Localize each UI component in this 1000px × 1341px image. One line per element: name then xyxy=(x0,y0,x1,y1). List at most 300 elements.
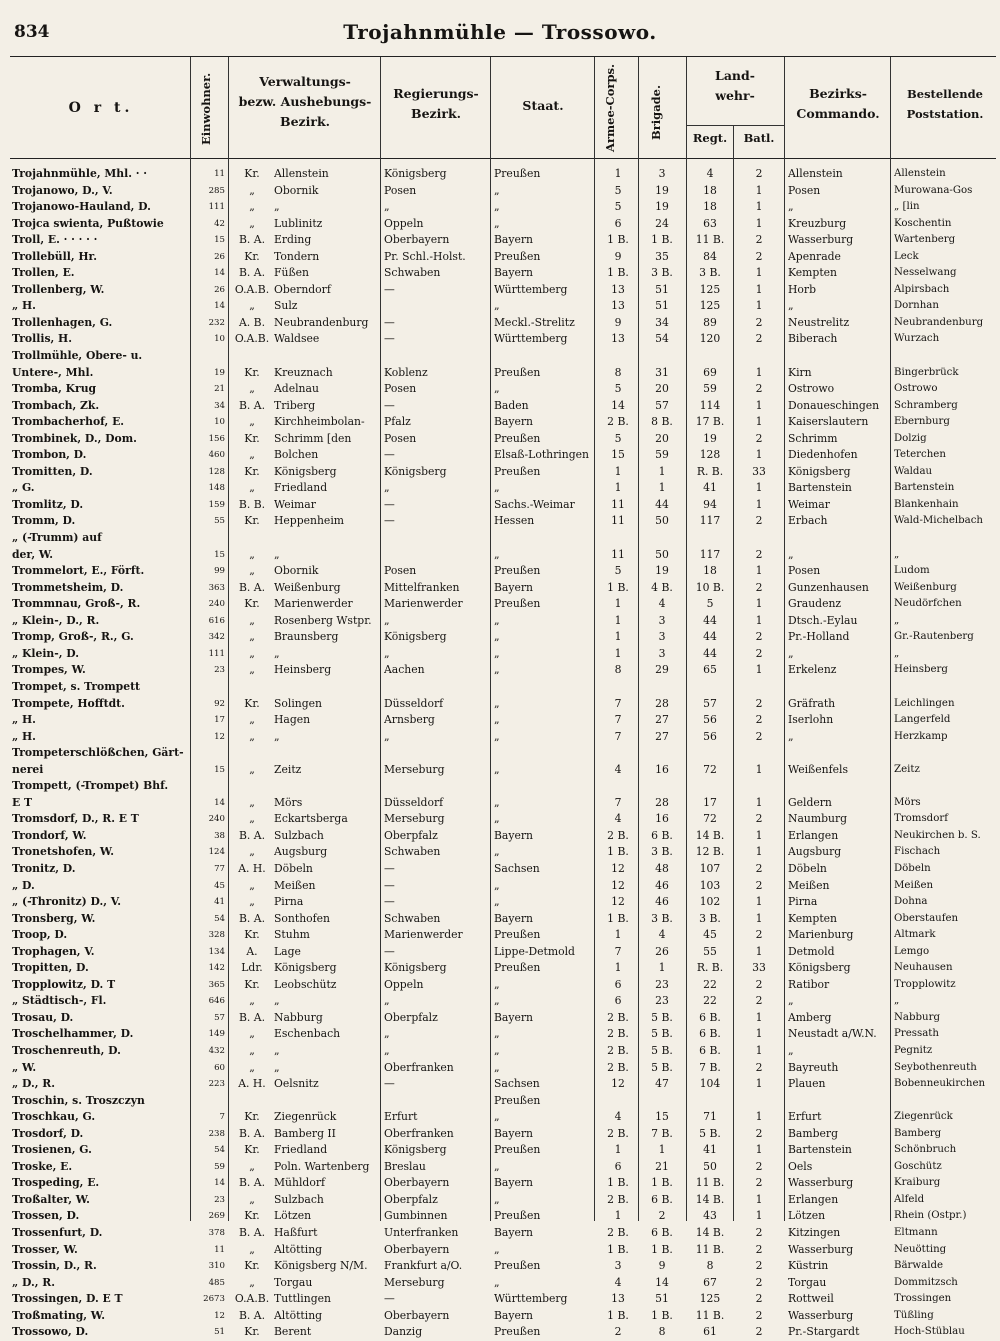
brigade-cell: 29 xyxy=(655,663,669,677)
landwehr-regt-cell: 71 xyxy=(703,1110,717,1124)
landwehr-batl-cell: 2 xyxy=(755,696,763,710)
bezirks-commando-cell: Biberach xyxy=(788,332,838,346)
regierungsbezirk-cell: „ xyxy=(384,646,390,660)
verwaltung-type-cell: „ xyxy=(249,415,255,429)
landwehr-regt-cell: 107 xyxy=(699,861,721,875)
einwohner-cell: 12 xyxy=(214,731,225,742)
landwehr-batl-cell: 1 xyxy=(755,415,763,429)
landwehr-batl-cell: 1 xyxy=(755,398,763,412)
poststation-cell: Neubrandenburg xyxy=(894,316,984,328)
staat-cell: „ xyxy=(494,1192,500,1206)
poststation-cell: Pressath xyxy=(894,1028,939,1040)
staat-cell: „ xyxy=(494,1060,500,1074)
brigade-cell: 1 B. xyxy=(651,233,673,247)
staat-cell: Württemberg xyxy=(494,1292,568,1306)
brigade-cell: 47 xyxy=(655,1077,669,1091)
poststation-cell: Blankenhain xyxy=(894,498,959,510)
landwehr-regt-cell: 65 xyxy=(703,663,717,677)
poststation-cell: Tromsdorf xyxy=(894,813,948,825)
einwohner-cell: 240 xyxy=(208,599,225,610)
brigade-cell: 15 xyxy=(655,1110,669,1124)
verwaltung-type-cell: „ xyxy=(249,729,255,743)
header-poststation xyxy=(892,84,998,124)
header-landwehr xyxy=(686,66,784,106)
verwaltung-type-cell: „ xyxy=(249,481,255,495)
bezirks-commando-cell: Posen xyxy=(788,183,821,197)
ort-cell: Tromitten, D. xyxy=(12,464,93,478)
table-row xyxy=(0,1126,1000,1143)
verwaltung-type-cell: B. A. xyxy=(238,1308,266,1322)
ort-cell: Trojca swienta, Pußtowie xyxy=(12,216,164,230)
verwaltung-type-cell: „ xyxy=(249,795,255,809)
landwehr-batl-cell: 2 xyxy=(755,1126,763,1140)
ort-cell: Trojanowo, D., V. xyxy=(12,183,113,197)
staat-cell: Preußen xyxy=(494,1093,541,1107)
landwehr-regt-cell: 103 xyxy=(699,878,721,892)
header-bezirks-line2: Commando. xyxy=(796,106,880,121)
ort-cell: Untere-, Mhl. xyxy=(12,365,94,379)
einwohner-cell: 23 xyxy=(214,1194,225,1205)
brigade-cell: 23 xyxy=(655,994,669,1008)
header-landwehr-line1: Land- xyxy=(715,68,755,83)
bezirks-commando-cell: Königsberg xyxy=(788,464,851,478)
landwehr-regt-cell: 22 xyxy=(703,994,717,1008)
landwehr-regt-cell: 14 B. xyxy=(695,1226,725,1239)
bezirks-commando-cell: Weimar xyxy=(788,497,830,511)
brigade-cell: 2 xyxy=(658,1209,666,1223)
bezirks-commando-cell: Gräfrath xyxy=(788,696,836,710)
staat-cell: Bayern xyxy=(494,1308,533,1322)
landwehr-regt-cell: 57 xyxy=(703,696,717,710)
table-row xyxy=(0,315,1000,332)
verwaltung-type-cell: „ xyxy=(249,895,255,909)
landwehr-regt-cell: 59 xyxy=(703,382,717,396)
poststation-cell: Hoch-Stüblau xyxy=(894,1326,965,1338)
landwehr-batl-cell: 1 xyxy=(755,200,763,214)
verwaltung-bezirk-cell: Weimar xyxy=(274,497,316,511)
regierungsbezirk-cell: Oberbayern xyxy=(384,1242,450,1256)
verwaltung-type-cell: B. A. xyxy=(238,1226,266,1239)
verwaltung-type-cell: „ xyxy=(249,630,255,644)
armee-corps-cell: 11 xyxy=(611,514,625,528)
armee-corps-cell: 7 xyxy=(614,944,622,958)
brigade-cell: 23 xyxy=(655,977,669,991)
table-row xyxy=(0,265,1000,282)
landwehr-batl-cell: 2 xyxy=(755,1275,763,1289)
bezirks-commando-cell: Neustrelitz xyxy=(788,315,850,329)
table-row xyxy=(0,447,1000,464)
einwohner-cell: 57 xyxy=(214,1012,225,1023)
regierungsbezirk-cell: „ xyxy=(384,1027,390,1041)
armee-corps-cell: 13 xyxy=(611,1292,625,1306)
landwehr-batl-cell: 1 xyxy=(755,497,763,511)
regierungsbezirk-cell: Oppeln xyxy=(384,216,424,230)
table-row xyxy=(0,828,1000,845)
bezirks-commando-cell: Küstrin xyxy=(788,1259,829,1273)
verwaltung-type-cell: „ xyxy=(249,564,255,578)
table-row xyxy=(0,1192,1000,1209)
poststation-cell: Waldau xyxy=(894,465,933,477)
brigade-cell: 3 B. xyxy=(651,845,673,859)
verwaltung-type-cell: B. A. xyxy=(238,1176,266,1190)
ort-cell: „ Städtisch-, Fl. xyxy=(12,994,107,1008)
poststation-cell: Leck xyxy=(894,250,919,262)
bezirks-commando-cell: Kaiserslautern xyxy=(788,415,869,429)
staat-cell: „ xyxy=(494,663,500,677)
landwehr-batl-cell: 1 xyxy=(755,795,763,809)
verwaltung-type-cell: „ xyxy=(249,646,255,660)
landwehr-regt-cell: 8 xyxy=(706,1259,714,1273)
bezirks-commando-cell: Wasserburg xyxy=(788,233,854,247)
ort-cell: Tronitz, D. xyxy=(12,861,76,875)
header-verwaltung xyxy=(230,72,380,132)
verwaltung-bezirk-cell: Augsburg xyxy=(274,845,328,859)
poststation-cell: Teterchen xyxy=(894,449,946,461)
poststation-cell: Ebernburg xyxy=(894,416,950,428)
header-bottom-rule xyxy=(10,158,996,159)
regierungsbezirk-cell: Oberpfalz xyxy=(384,1192,438,1206)
ort-cell: Trossingen, D. E T xyxy=(12,1292,123,1306)
staat-cell: Preußen xyxy=(494,1259,541,1273)
regierungsbezirk-cell: Düsseldorf xyxy=(384,795,444,809)
einwohner-cell: 41 xyxy=(214,897,225,908)
verwaltung-bezirk-cell: Solingen xyxy=(274,696,323,710)
ort-cell: Troske, E. xyxy=(12,1159,73,1173)
regierungsbezirk-cell: Arnsberg xyxy=(384,713,435,727)
einwohner-cell: 26 xyxy=(214,284,225,295)
verwaltung-bezirk-cell: Pirna xyxy=(274,895,304,909)
bezirks-commando-cell: Erlangen xyxy=(788,828,839,842)
landwehr-regt-cell: 89 xyxy=(703,315,717,329)
landwehr-batl-cell: 1 xyxy=(755,183,763,197)
einwohner-cell: 14 xyxy=(214,301,225,312)
poststation-cell: Mörs xyxy=(894,796,921,808)
staat-cell: Preußen xyxy=(494,597,541,611)
poststation-cell: Bamberg xyxy=(894,1127,942,1139)
armee-corps-cell: 8 xyxy=(614,365,622,379)
bezirks-commando-cell: „ xyxy=(788,646,794,660)
landwehr-regt-cell: 120 xyxy=(699,332,721,346)
brigade-cell: 1 xyxy=(658,1143,666,1157)
verwaltung-bezirk-cell: „ xyxy=(274,547,280,561)
table-row xyxy=(0,497,1000,514)
verwaltung-type-cell: Kr. xyxy=(244,1209,260,1223)
regierungsbezirk-cell: „ xyxy=(384,200,390,214)
verwaltung-bezirk-cell: Meißen xyxy=(274,878,316,892)
verwaltung-type-cell: Kr. xyxy=(244,977,260,991)
armee-corps-cell: 4 xyxy=(614,812,622,826)
verwaltung-bezirk-cell: Döbeln xyxy=(274,861,313,875)
einwohner-cell: 15 xyxy=(214,235,225,246)
ort-cell: Trompes, W. xyxy=(12,663,86,677)
ort-cell: Troßalter, W. xyxy=(12,1192,90,1206)
ort-cell: Trollebüll, Hr. xyxy=(12,249,97,263)
table-row xyxy=(0,778,1000,795)
ort-cell: Tropplowitz, D. T xyxy=(12,977,116,991)
einwohner-cell: 616 xyxy=(208,615,225,626)
einwohner-cell: 232 xyxy=(208,317,225,328)
einwohner-cell: 26 xyxy=(214,251,225,262)
staat-cell: „ xyxy=(494,713,500,727)
poststation-cell: Tüßling xyxy=(894,1309,934,1321)
einwohner-cell: 159 xyxy=(208,499,225,510)
einwohner-cell: 59 xyxy=(214,1161,225,1172)
bezirks-commando-cell: Gunzenhausen xyxy=(788,580,869,594)
verwaltung-type-cell: „ xyxy=(249,994,255,1008)
ort-cell: Trommelort, E., Förft. xyxy=(12,564,145,578)
landwehr-regt-cell: 128 xyxy=(699,448,721,462)
landwehr-batl-cell: 2 xyxy=(755,233,763,247)
ort-cell: Tropitten, D. xyxy=(12,961,89,975)
einwohner-cell: 15 xyxy=(214,549,225,560)
verwaltung-type-cell: „ xyxy=(249,1275,255,1289)
brigade-cell: 44 xyxy=(655,497,669,511)
verwaltung-bezirk-cell: Königsberg xyxy=(274,961,337,975)
verwaltung-bezirk-cell: „ xyxy=(274,994,280,1008)
verwaltung-bezirk-cell: Neubrandenburg xyxy=(274,315,369,329)
header-regierung-line2: Bezirk. xyxy=(411,106,461,121)
landwehr-regt-cell: 41 xyxy=(703,1143,717,1157)
staat-cell: Preußen xyxy=(494,961,541,975)
header-staat: Staat. xyxy=(522,98,564,113)
landwehr-batl-cell: 1 xyxy=(755,564,763,578)
bezirks-commando-cell: Ratibor xyxy=(788,977,830,991)
staat-cell: „ xyxy=(494,977,500,991)
table-row xyxy=(0,993,1000,1010)
poststation-cell: Leichlingen xyxy=(894,697,955,709)
ort-cell: Trosser, W. xyxy=(12,1242,78,1256)
armee-corps-cell: 2 B. xyxy=(607,1192,629,1206)
regierungsbezirk-cell: „ xyxy=(384,729,390,743)
staat-cell: „ xyxy=(494,812,500,826)
ort-cell: „ G. xyxy=(12,481,35,495)
brigade-cell: 8 B. xyxy=(651,415,673,429)
brigade-cell: 51 xyxy=(655,282,669,296)
verwaltung-bezirk-cell: Schrimm [den xyxy=(274,431,352,445)
staat-cell: „ xyxy=(494,216,500,230)
verwaltung-type-cell: „ xyxy=(249,812,255,826)
staat-cell: „ xyxy=(494,1027,500,1041)
poststation-cell: Seybothenreuth xyxy=(894,1061,977,1073)
landwehr-batl-cell: 2 xyxy=(755,249,763,263)
brigade-cell: 5 B. xyxy=(651,1043,673,1057)
einwohner-cell: 10 xyxy=(214,417,225,428)
armee-corps-cell: 1 xyxy=(614,630,622,644)
armee-corps-cell: 4 xyxy=(614,762,622,776)
staat-cell: „ xyxy=(494,183,500,197)
verwaltung-bezirk-cell: Sulzbach xyxy=(274,1192,324,1206)
verwaltung-bezirk-cell: Weißenburg xyxy=(274,580,341,594)
landwehr-regt-cell: 55 xyxy=(703,944,717,958)
poststation-cell: Rhein (Ostpr.) xyxy=(894,1210,967,1222)
staat-cell: Lippe-Detmold xyxy=(494,944,575,958)
verwaltung-bezirk-cell: Tuttlingen xyxy=(274,1292,331,1306)
einwohner-cell: 134 xyxy=(208,946,225,957)
verwaltung-type-cell: Kr. xyxy=(244,464,260,478)
verwaltung-bezirk-cell: Kirchheimbolan- xyxy=(274,415,365,429)
brigade-cell: 5 B. xyxy=(651,1010,673,1024)
landwehr-batl-cell: 1 xyxy=(755,282,763,296)
bezirks-commando-cell: Diedenhofen xyxy=(788,448,858,462)
armee-corps-cell: 2 B. xyxy=(607,1126,629,1140)
table-row xyxy=(0,1159,1000,1176)
landwehr-regt-cell: 22 xyxy=(703,977,717,991)
staat-cell: „ xyxy=(494,762,500,776)
ort-cell: Trommetsheim, D. xyxy=(12,580,124,594)
regierungsbezirk-cell: Merseburg xyxy=(384,812,445,826)
bezirks-commando-cell: Oels xyxy=(788,1159,813,1173)
einwohner-cell: 111 xyxy=(208,202,225,213)
table-row xyxy=(0,282,1000,299)
landwehr-regt-cell: 72 xyxy=(703,812,717,826)
armee-corps-cell: 1 xyxy=(614,646,622,660)
landwehr-regt-cell: 18 xyxy=(703,183,717,197)
landwehr-batl-cell: 1 xyxy=(755,895,763,909)
brigade-cell: 3 xyxy=(658,613,666,627)
table-row xyxy=(0,762,1000,779)
regierungsbezirk-cell: Königsberg xyxy=(384,630,447,644)
poststation-cell: Schramberg xyxy=(894,399,958,411)
brigade-cell: 3 B. xyxy=(651,911,673,925)
ort-cell: „ D. xyxy=(12,878,35,892)
verwaltung-type-cell: B. A. xyxy=(238,911,266,925)
poststation-cell: Meißen xyxy=(894,879,934,891)
armee-corps-cell: 6 xyxy=(614,977,622,991)
table-row xyxy=(0,398,1000,415)
landwehr-regt-cell: 84 xyxy=(703,249,717,263)
bezirks-commando-cell: Kitzingen xyxy=(788,1226,841,1239)
verwaltung-type-cell: „ xyxy=(249,1027,255,1041)
running-head: Trojahnmühle — Trossowo. xyxy=(343,20,657,44)
landwehr-batl-cell: 33 xyxy=(752,464,766,478)
ort-cell: Trollis, H. xyxy=(12,332,72,346)
brigade-cell: 1 B. xyxy=(651,1308,673,1322)
regierungsbezirk-cell: Oberbayern xyxy=(384,233,450,247)
landwehr-batl-cell: 2 xyxy=(755,1226,763,1239)
staat-cell: Preußen xyxy=(494,1209,541,1223)
landwehr-regt-cell: 114 xyxy=(699,398,721,412)
landwehr-regt-cell: 44 xyxy=(703,630,717,644)
ort-cell: Trossenfurt, D. xyxy=(12,1226,103,1239)
verwaltung-bezirk-cell: Lublinitz xyxy=(274,216,323,230)
staat-cell: Preußen xyxy=(494,249,541,263)
regierungsbezirk-cell: Danzig xyxy=(384,1325,423,1339)
brigade-cell: 51 xyxy=(655,1292,669,1306)
poststation-cell: „ xyxy=(894,614,900,626)
bezirks-commando-cell: Wasserburg xyxy=(788,1242,854,1256)
regierungsbezirk-cell: „ xyxy=(384,481,390,495)
landwehr-batl-cell: 1 xyxy=(755,1027,763,1041)
armee-corps-cell: 12 xyxy=(611,895,625,909)
landwehr-regt-cell: R. B. xyxy=(696,961,724,975)
table-row xyxy=(0,216,1000,233)
poststation-cell: Neuhausen xyxy=(894,962,953,974)
landwehr-regt-cell: 61 xyxy=(703,1325,717,1339)
brigade-cell: 54 xyxy=(655,332,669,346)
landwehr-batl-cell: 1 xyxy=(755,944,763,958)
armee-corps-cell: 4 xyxy=(614,1110,622,1124)
bezirks-commando-cell: Schrimm xyxy=(788,431,838,445)
poststation-cell: Ziegenrück xyxy=(894,1111,953,1123)
verwaltung-bezirk-cell: Sulz xyxy=(274,299,298,313)
poststation-cell: Neuötting xyxy=(894,1243,947,1255)
header-regt: Regt. xyxy=(692,131,728,145)
regierungsbezirk-cell: Oppeln xyxy=(384,977,424,991)
landwehr-batl-cell: 2 xyxy=(755,812,763,826)
verwaltung-type-cell: „ xyxy=(249,663,255,677)
landwehr-batl-cell: 1 xyxy=(755,762,763,776)
regierungsbezirk-cell: „ xyxy=(384,994,390,1008)
armee-corps-cell: 1 B. xyxy=(607,845,629,859)
landwehr-batl-cell: 2 xyxy=(755,1308,763,1322)
verwaltung-bezirk-cell: Hagen xyxy=(274,713,311,727)
poststation-cell: Goschütz xyxy=(894,1160,942,1172)
table-row xyxy=(0,679,1000,696)
verwaltung-bezirk-cell: Tondern xyxy=(274,249,320,263)
staat-cell: „ xyxy=(494,1275,500,1289)
ort-cell: Trollmühle, Obere- u. xyxy=(12,349,143,363)
bezirks-commando-cell: Augsburg xyxy=(788,845,842,859)
brigade-cell: 4 xyxy=(658,928,666,942)
regierungsbezirk-cell: „ xyxy=(384,613,390,627)
einwohner-cell: 55 xyxy=(214,516,225,527)
header-poststation-line1: Bestellende xyxy=(907,87,983,101)
bezirks-commando-cell: Allenstein xyxy=(788,167,843,180)
staat-cell: Preußen xyxy=(494,365,541,379)
landwehr-regt-cell: 11 B. xyxy=(695,1242,725,1256)
staat-cell: Bayern xyxy=(494,1010,533,1024)
ort-cell: Tromp, Groß-, R., G. xyxy=(12,630,134,644)
poststation-cell: „ [lin xyxy=(894,201,920,213)
bezirks-commando-cell: Weißenfels xyxy=(788,762,848,776)
landwehr-regt-cell: 69 xyxy=(703,365,717,379)
ort-cell: Trospeding, E. xyxy=(12,1176,100,1190)
brigade-cell: 19 xyxy=(655,200,669,214)
regierungsbezirk-cell: Merseburg xyxy=(384,762,445,776)
poststation-cell: Fischach xyxy=(894,846,941,858)
page-number: 834 xyxy=(14,22,50,42)
verwaltung-type-cell: Kr. xyxy=(244,167,260,180)
bezirks-commando-cell: Döbeln xyxy=(788,861,827,875)
brigade-cell: 48 xyxy=(655,861,669,875)
verwaltung-type-cell: „ xyxy=(249,299,255,313)
brigade-cell: 4 xyxy=(658,597,666,611)
ort-cell: Trombinek, D., Dom. xyxy=(12,431,137,445)
verwaltung-type-cell: Kr. xyxy=(244,597,260,611)
poststation-cell: Oberstaufen xyxy=(894,912,959,924)
staat-cell: Preußen xyxy=(494,1143,541,1157)
staat-cell: Preußen xyxy=(494,464,541,478)
verwaltung-bezirk-cell: Sonthofen xyxy=(274,911,330,925)
armee-corps-cell: 4 xyxy=(614,1275,622,1289)
einwohner-cell: 15 xyxy=(214,764,225,775)
landwehr-batl-cell: 2 xyxy=(755,1292,763,1306)
einwohner-cell: 149 xyxy=(208,1029,225,1040)
brigade-cell: 20 xyxy=(655,382,669,396)
staat-cell: Bayern xyxy=(494,233,533,247)
regierungsbezirk-cell: Posen xyxy=(384,564,417,578)
staat-cell: Sachs.-Weimar xyxy=(494,497,575,511)
landwehr-regt-cell: 104 xyxy=(699,1077,721,1091)
armee-corps-cell: 1 xyxy=(614,1209,622,1223)
armee-corps-cell: 2 B. xyxy=(607,1226,629,1239)
verwaltung-type-cell: B. A. xyxy=(238,266,266,280)
regierungsbezirk-cell: — xyxy=(384,861,395,875)
ort-cell: Troschelhammer, D. xyxy=(12,1027,134,1041)
landwehr-regt-cell: 17 xyxy=(703,795,717,809)
bezirks-commando-cell: „ xyxy=(788,729,794,743)
staat-cell: Bayern xyxy=(494,415,533,429)
